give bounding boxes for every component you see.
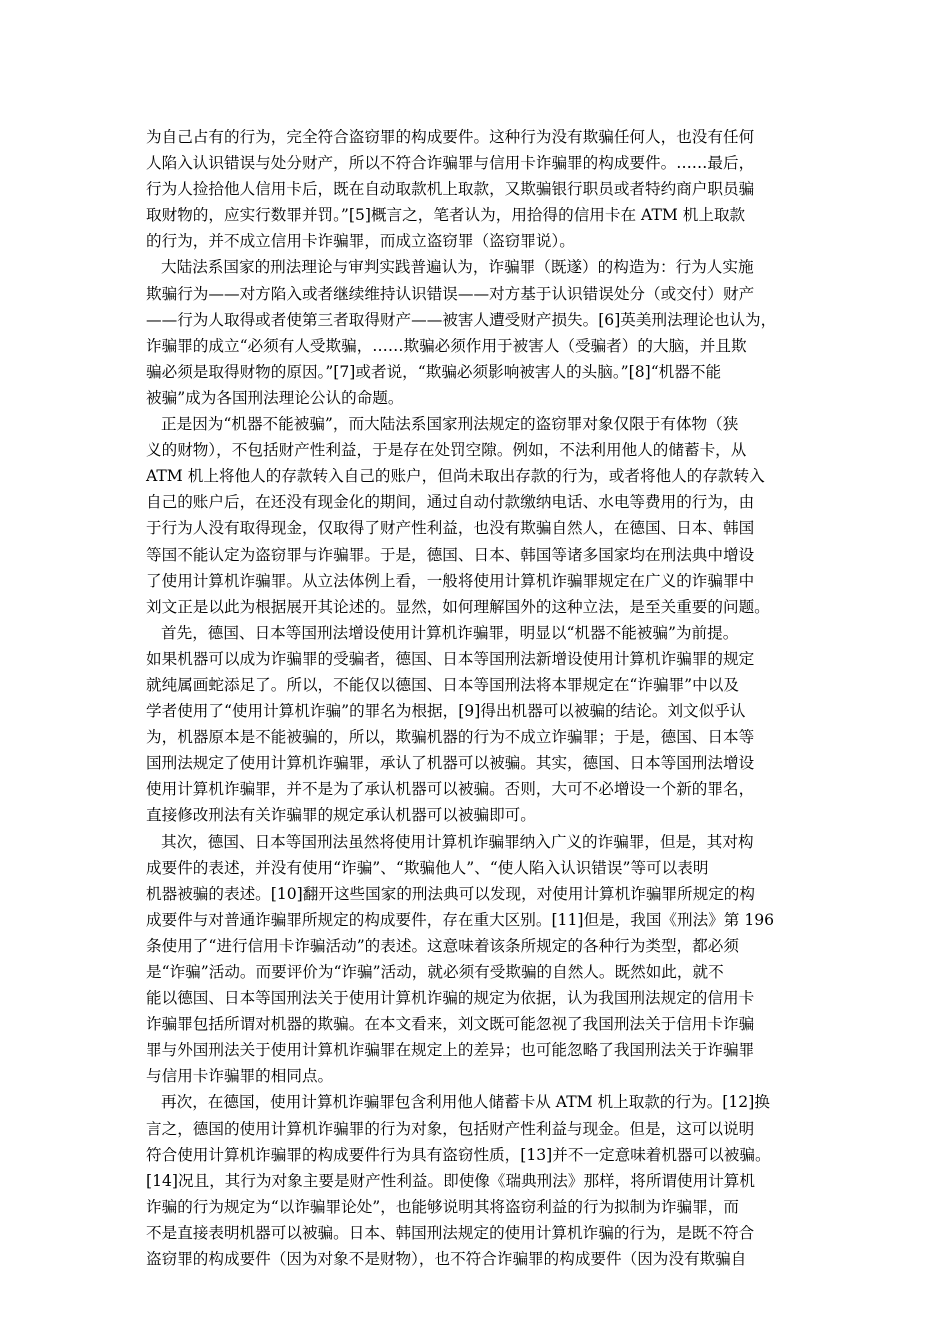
text-line: 了使用计算机诈骗罪。从立法体例上看，一般将使用计算机诈骗罪规定在广义的诈骗罪中 [146,571,755,590]
text-line: 自己的账户后，在还没有现金化的期间，通过自动付款缴纳电话、水电等费用的行为，由 [146,493,755,512]
paragraph-2 [146,254,810,411]
text-line: 诈骗罪包括所谓对机器的欺骗。在本文看来，刘文既可能忽视了我国刑法关于信用卡诈骗 [146,1015,755,1034]
paragraph-4 [146,620,810,829]
text-line: 机器被骗的表述。[10]翻开这些国家的刑法典可以发现，对使用计算机诈骗罪所规定的构 [146,884,755,903]
text-line: 符合使用计算机诈骗罪的构成要件行为具有盗窃性质，[13]并不一定意味着机器可以被骗。 [146,1145,771,1164]
text-line: ATM 机上将他人的存款转入自己的账户，但尚未取出存款的行为，或者将他人的存款转入 [146,467,765,486]
text-line: 于行为人没有取得现金，仅取得了财产性利益，也没有欺骗自然人，在德国、日本、韩国 [146,519,755,538]
text-line: 取财物的，应实行数罪并罚。”[5]概言之，笔者认为，用拾得的信用卡在 ATM 机上取款 [146,206,746,225]
document-body [146,124,810,1272]
text-line: 如果机器可以成为诈骗罪的受骗者，德国、日本等国刑法新增设使用计算机诈骗罪的规定 [146,649,755,668]
text-line: 就纯属画蛇添足了。所以，不能仅以德国、日本等国刑法将本罪规定在“诈骗罪”中以及 [146,675,739,694]
text-line: 与信用卡诈骗罪的相同点。 [146,1067,334,1086]
text-line: 不是直接表明机器可以被骗。日本、韩国刑法规定的使用计算机诈骗的行为，是既不符合 [146,1223,755,1242]
paragraph-3 [146,411,810,620]
text-line: 被骗”成为各国刑法理论公认的命题。 [146,388,404,407]
text-line: 条使用了“进行信用卡诈骗活动”的表述。这意味着该条所规定的各种行为类型，都必须 [146,936,739,955]
text-line: 刘文正是以此为根据展开其论述的。显然，如何理解国外的这种立法，是至关重要的问题。 [146,597,770,616]
text-line: 成要件与对普通诈骗罪所规定的构成要件，存在重大区别。[11]但是，我国《刑法》第 196 [146,910,775,929]
text-line: 盗窃罪的构成要件（因为对象不是财物），也不符合诈骗罪的构成要件（因为没有欺骗自 [146,1250,747,1269]
text-line: 诈骗的行为规定为“以诈骗罪论处”，也能够说明其将盗窃利益的行为拟制为诈骗罪，而 [146,1197,739,1216]
text-line: 大陆法系国家的刑法理论与审判实践普遍认为，诈骗罪（既遂）的构造为：行为人实施 [161,258,754,277]
text-line: 罪与外国刑法关于使用计算机诈骗罪在规定上的差异；也可能忽略了我国刑法关于诈骗罪 [146,1041,755,1060]
text-line: [14]况且，其行为对象主要是财产性利益。即使像《瑞典刑法》那样，将所谓使用计算机 [146,1171,755,1190]
text-line: 国刑法规定了使用计算机诈骗罪，承认了机器可以被骗。其实，德国、日本等国刑法增设 [146,754,755,773]
text-line: 成要件的表述，并没有使用“诈骗”、“欺骗他人”、“使人陷入认识错误”等可以表明 [146,858,709,877]
text-line: 等国不能认定为盗窃罪与诈骗罪。于是，德国、日本、韩国等诸多国家均在刑法典中增设 [146,545,755,564]
text-line: 欺骗行为——对方陷入或者继续维持认识错误——对方基于认识错误处分（或交付）财产 [146,284,755,303]
text-line: 使用计算机诈骗罪，并不是为了承认机器可以被骗。否则，大可不必增设一个新的罪名， [146,780,755,799]
text-line: 正是因为“机器不能被骗”，而大陆法系国家刑法规定的盗窃罪对象仅限于有体物（狭 [161,415,739,434]
text-line: 其次，德国、日本等国刑法虽然将使用计算机诈骗罪纳入广义的诈骗罪，但是，其对构 [161,832,754,851]
text-line: 再次，在德国，使用计算机诈骗罪包含利用他人储蓄卡从 ATM 机上取款的行为。[12]换 [161,1093,770,1112]
text-line: ——行为人取得或者使第三者取得财产——被害人遭受财产损失。[6]英美刑法理论也认为， [146,310,777,329]
text-line: 骗必须是取得财物的原因。”[7]或者说，“欺骗必须影响被害人的头脑。”[8]“机器不能 [146,362,722,381]
text-line: 人陷入认识错误与处分财产，所以不符合诈骗罪与信用卡诈骗罪的构成要件。……最后， [146,154,755,173]
text-line: 言之，德国的使用计算机诈骗罪的行为对象，包括财产性利益与现金。但是，这可以说明 [146,1119,755,1138]
paragraph-5 [146,829,810,1090]
text-line: 义的财物），不包括财产性利益，于是存在处罚空隙。例如，不法利用他人的储蓄卡，从 [146,441,747,460]
text-line: 为，机器原本是不能被骗的，所以，欺骗机器的行为不成立诈骗罪；于是，德国、日本等 [146,728,755,747]
paragraph-1 [146,124,810,254]
text-line: 能以德国、日本等国刑法关于使用计算机诈骗的规定为依据，认为我国刑法规定的信用卡 [146,989,755,1008]
text-line: 的行为，并不成立信用卡诈骗罪，而成立盗窃罪（盗窃罪说）。 [146,232,575,251]
text-line: 是“诈骗”活动。而要评价为“诈骗”活动，就必须有受欺骗的自然人。既然如此，就不 [146,963,724,981]
paragraph-6 [146,1089,810,1272]
text-line: 行为人捡拾他人信用卡后，既在自动取款机上取款，又欺骗银行职员或者特约商户职员骗 [146,180,755,199]
text-line: 为自己占有的行为，完全符合盗窃罪的构成要件。这种行为没有欺骗任何人，也没有任何 [146,128,755,146]
text-line: 学者使用了“使用计算机诈骗”的罪名为根据，[9]得出机器可以被骗的结论。刘文似乎认 [146,702,746,721]
text-line: 诈骗罪的成立“必须有人受欺骗，……欺骗必须作用于被害人（受骗者）的大脑，并且欺 [146,336,747,355]
text-line: 首先，德国、日本等国刑法增设使用计算机诈骗罪，明显以“机器不能被骗”为前提。 [161,623,739,642]
text-line: 直接修改刑法有关诈骗罪的规定承认机器可以被骗即可。 [146,806,536,825]
